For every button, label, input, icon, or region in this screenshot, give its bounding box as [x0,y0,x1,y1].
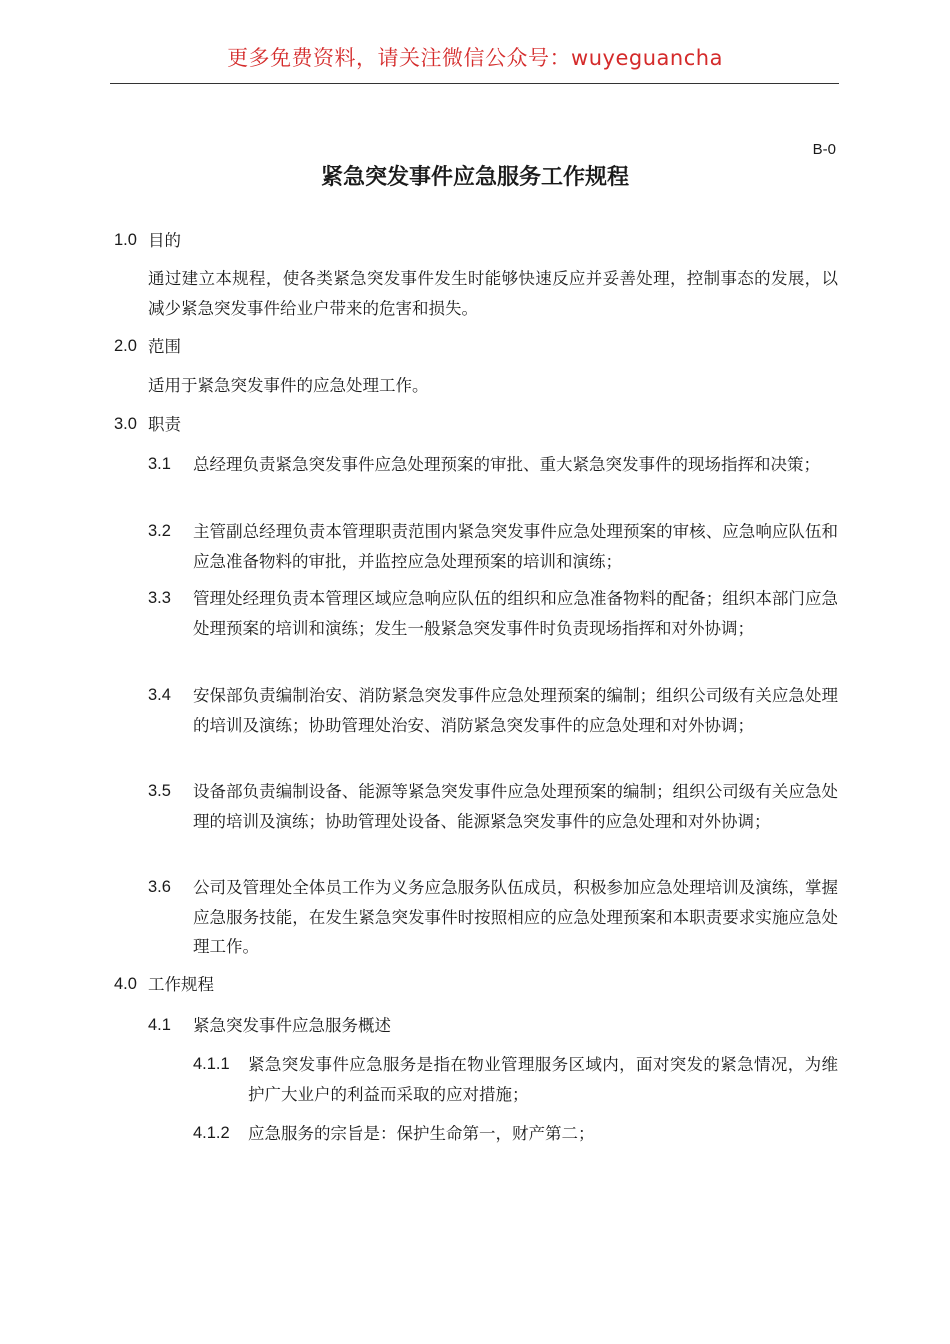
document-title: 紧急突发事件应急服务工作规程 [320,165,629,190]
item-number: 3.5 [148,782,171,800]
section-heading: 目的 [148,231,181,250]
section-heading: 职责 [148,415,181,434]
section-number: 1.0 [114,231,137,249]
section-heading: 工作规程 [148,975,214,994]
item-number: 4.1.2 [193,1124,230,1142]
section-heading: 范围 [148,337,181,356]
section-body: 适用于紧急突发事件的应急处理工作。 [148,376,429,395]
item-number: 4.1.1 [193,1055,230,1073]
document-code: B-0 [812,141,836,158]
subsection-number: 4.1 [148,1016,171,1034]
section-number: 2.0 [114,337,137,355]
item-number: 3.2 [148,522,171,540]
section-body: 通过建立本规程，使各类紧急突发事件发生时能够快速反应并妥善处理，控制事态的发展，以减少紧急突发事件给业户带来的危害和损失。 [148,269,838,318]
header-divider [110,83,839,84]
item-text: 设备部负责编制设备、能源等紧急突发事件应急处理预案的编制；组织公司级有关应急处理的培训及演练；协助管理处设备、能源紧急突发事件的应急处理和对外协调； [193,782,838,831]
watermark-banner: 更多免费资料，请关注微信公众号：wuyeguancha [227,46,723,70]
item-text: 管理处经理负责本管理区域应急响应队伍的组织和应急准备物料的配备；组织本部门应急处理预案的培训和演练；发生一般紧急突发事件时负责现场指挥和对外协调； [193,589,838,638]
item-text: 总经理负责紧急突发事件应急处理预案的审批、重大紧急突发事件的现场指挥和决策； [193,455,820,474]
subsection-heading: 紧急突发事件应急服务概述 [193,1016,391,1035]
item-text: 应急服务的宗旨是：保护生命第一，财产第二； [248,1124,595,1143]
item-number: 3.1 [148,455,171,473]
item-number: 3.4 [148,686,171,704]
item-number: 3.3 [148,589,171,607]
item-text: 紧急突发事件应急服务是指在物业管理服务区域内，面对突发的紧急情况，为维护广大业户的利益而采取的应对措施； [248,1055,838,1104]
item-text: 安保部负责编制治安、消防紧急突发事件应急处理预案的编制；组织公司级有关应急处理的培训及演练；协助管理处治安、消防紧急突发事件的应急处理和对外协调； [193,686,838,735]
item-text: 主管副总经理负责本管理职责范围内紧急突发事件应急处理预案的审核、应急响应队伍和应急准备物料的审批，并监控应急处理预案的培训和演练； [193,522,838,571]
item-number: 3.6 [148,878,171,896]
section-number: 3.0 [114,415,137,433]
section-number: 4.0 [114,975,137,993]
item-text: 公司及管理处全体员工作为义务应急服务队伍成员，积极参加应急处理培训及演练，掌握应急服务技能，在发生紧急突发事件时按照相应的应急处理预案和本职责要求实施应急处理工作。 [193,878,838,956]
